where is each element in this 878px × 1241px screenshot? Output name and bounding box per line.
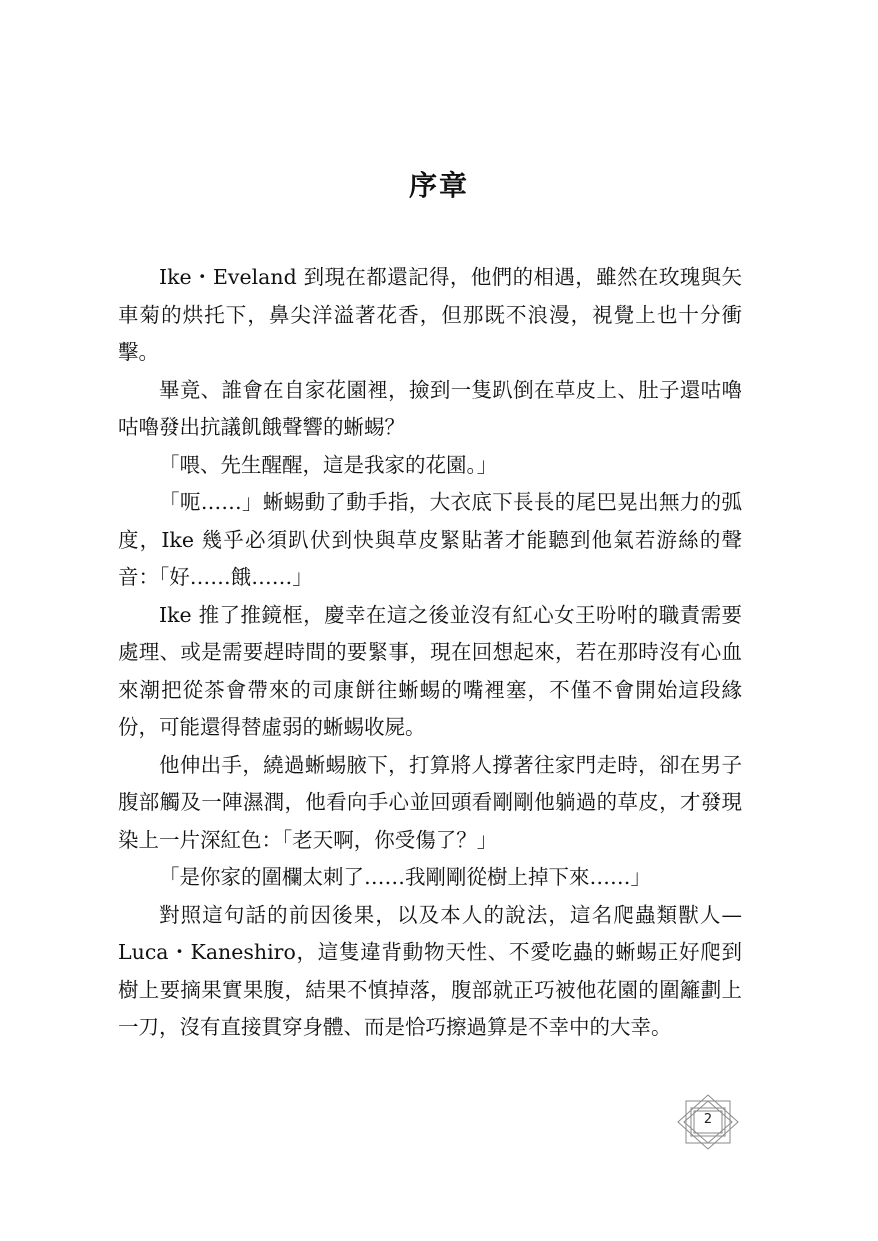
paragraph-7: 「是你家的圍欄太刺了……我剛剛從樹上掉下來……」 <box>159 865 651 889</box>
body-text <box>118 259 742 1047</box>
paragraph-5: Ike 推了推鏡框，慶幸在這之後並沒有紅心女王吩咐的職責需要處理、或是需要趕時間的要緊事，現在回想起來，若在那時沒有心血來潮把從茶會帶來的司康餅往蜥蜴的嘴裡塞，不僅不會開始這段緣份，可能還得替虛弱的蜥蜴收屍。 <box>118 602 742 739</box>
paragraph-1: Ike・Eveland 到現在都還記得，他們的相遇，雖然在玫瑰與矢車菊的烘托下，鼻尖洋溢著花香，但那既不浪漫，視覺上也十分衝擊。 <box>118 265 742 364</box>
paragraph-3: 「喂、先生醒醒，這是我家的花園。」 <box>159 452 498 477</box>
page-number: 2 <box>703 1112 713 1127</box>
paragraph-2: 畢竟、誰會在自家花園裡，撿到一隻趴倒在草皮上、肚子還咕嚕咕嚕發出抗議飢餓聲響的蜥蜴？ <box>118 377 742 439</box>
page-number-badge <box>677 1094 739 1150</box>
paragraph-4: 「呃……」蜥蜴動了動手指，大衣底下長長的尾巴晃出無力的弧度，Ike 幾乎必須趴伏到快與草皮緊貼著才能聽到他氣若游絲的聲音：「好……餓……」 <box>118 490 742 589</box>
paragraph-6: 他伸出手，繞過蜥蜴腋下，打算將人撐著往家門走時，卻在男子腹部觸及一陣濕潤，他看向手心並回頭看剛剛他躺過的草皮，才發現染上一片深紅色：「老天啊，你受傷了？」 <box>118 752 742 852</box>
paragraph-8: 對照這句話的前因後果，以及本人的說法，這名爬蟲類獸人—Luca・Kaneshiro，這隻違背動物天性、不愛吃蟲的蜥蜴正好爬到樹上要摘果實果腹，結果不慎掉落，腹部就正巧被他花園的圍籬劃上一刀，沒有直接貫穿身體、而是恰巧擦過算是不幸中的大幸。 <box>118 902 742 1039</box>
chapter-title: 序章 <box>408 169 469 202</box>
